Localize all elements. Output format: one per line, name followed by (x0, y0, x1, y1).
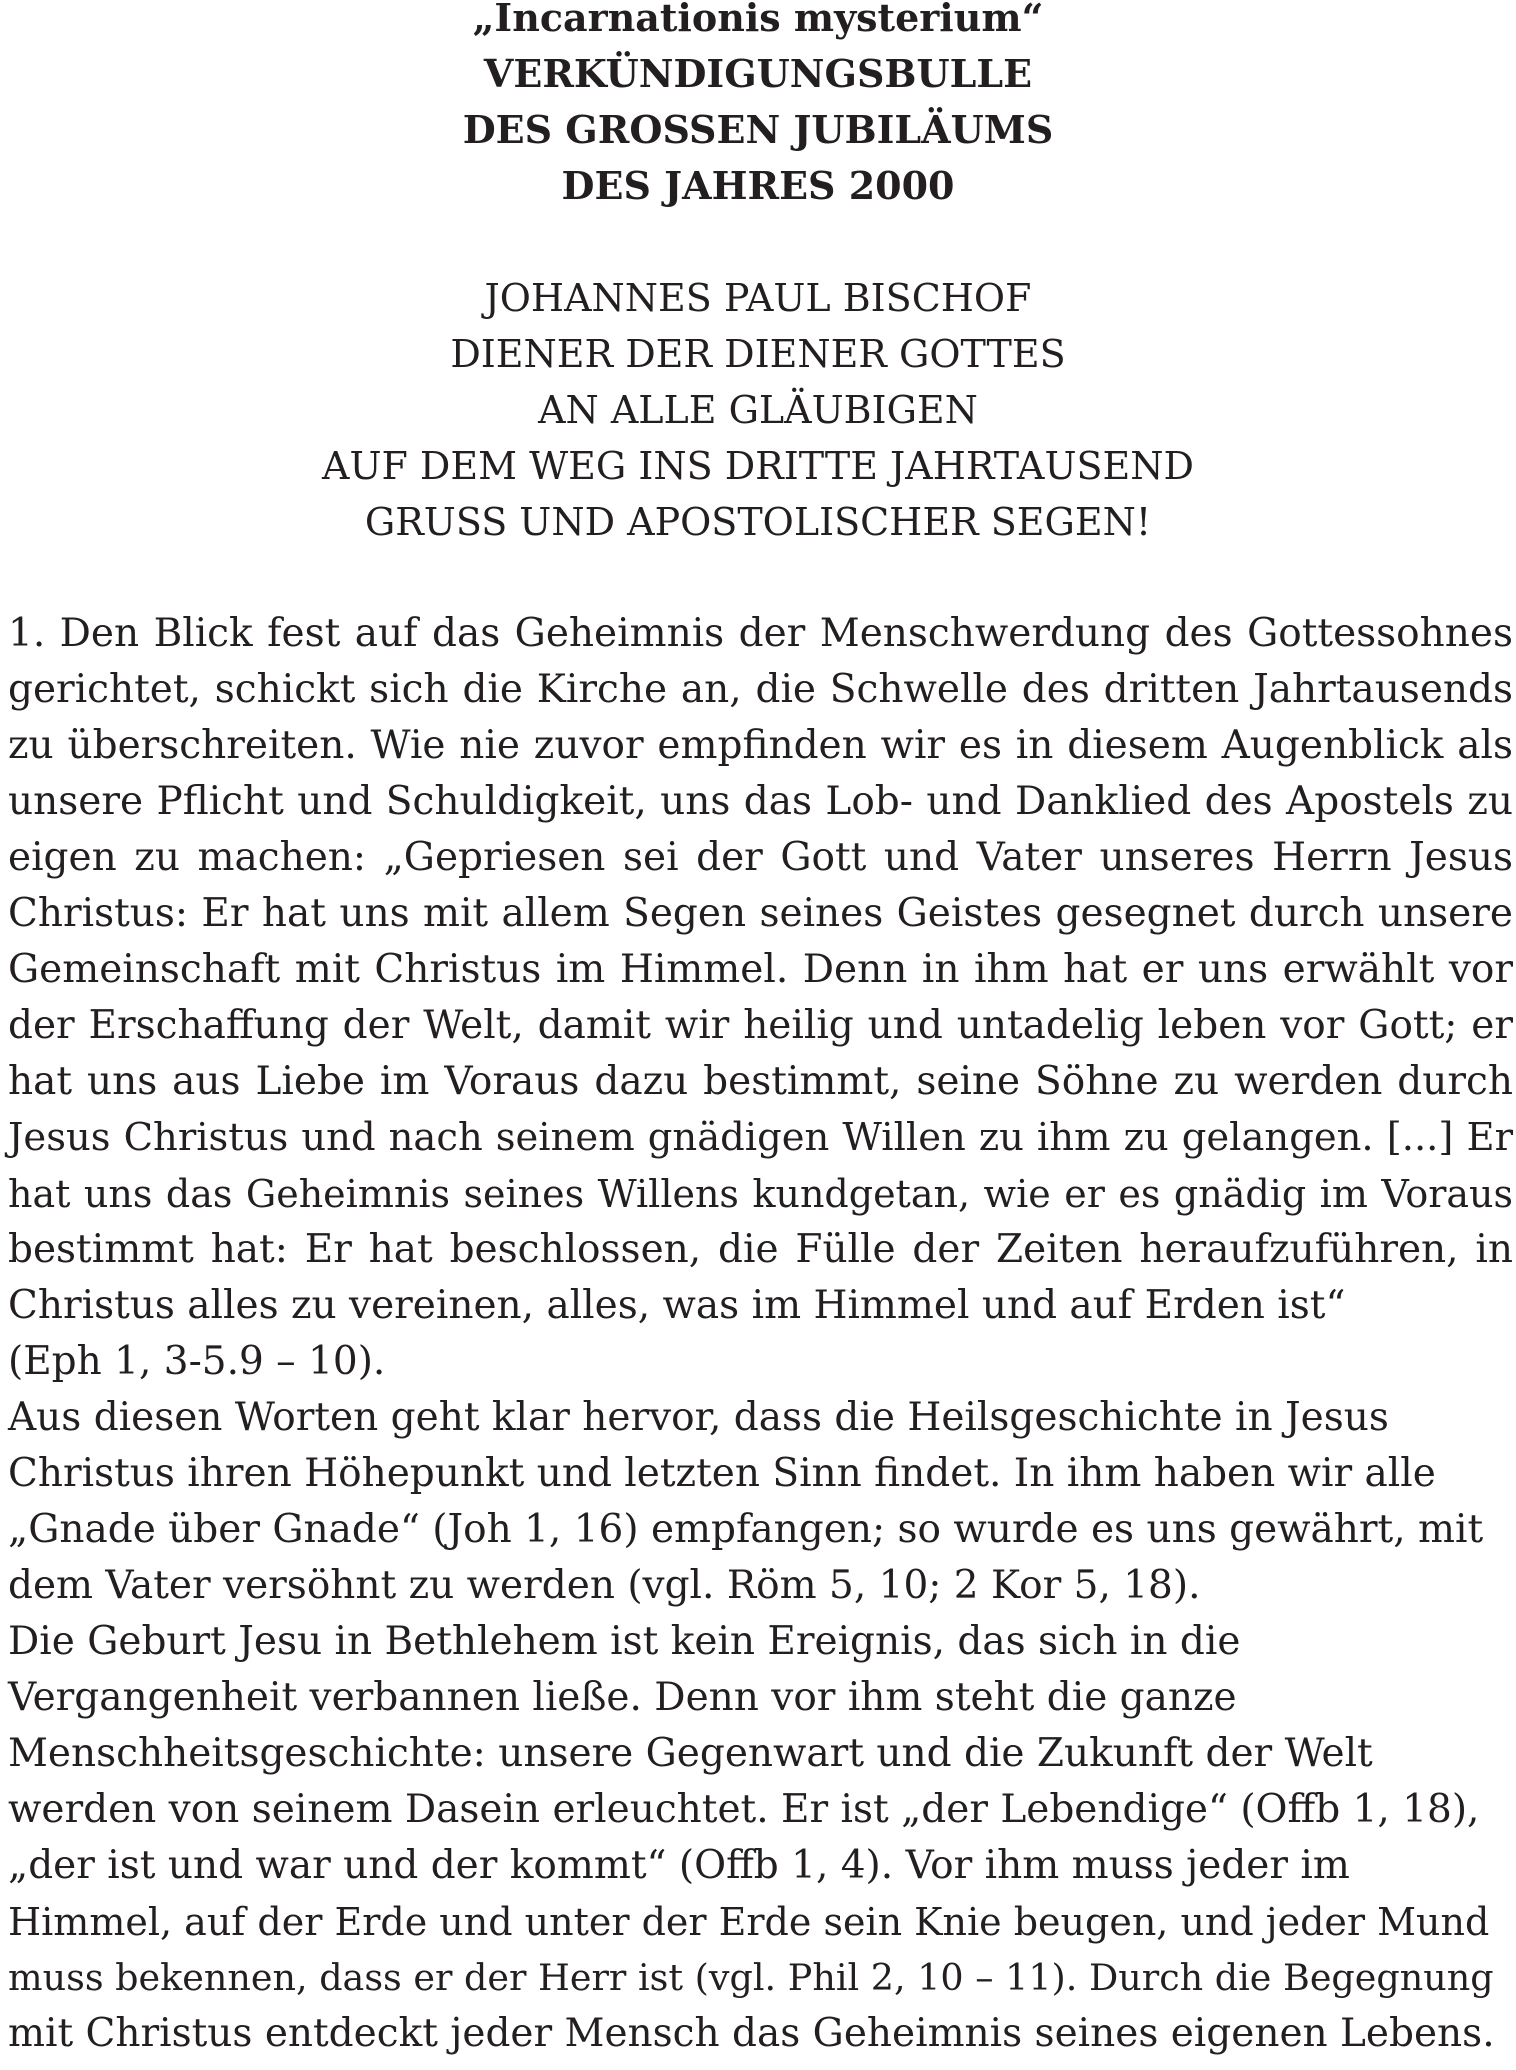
body-line: bestimmt hat: Er hat beschlossen, die Fülle der Zeiten heraufzuführen, in (8, 1227, 1513, 1272)
body-line: (Eph 1, 3-5.9 – 10). (8, 1339, 386, 1384)
body-line: Die Geburt Jesu in Bethlehem ist kein Ereignis, das sich in die (8, 1619, 1241, 1664)
body-line: Vergangenheit verbannen ließe. Denn vor ihm steht die ganze (8, 1675, 1237, 1720)
document-subtitle-jubilee: DES GROSSEN JUBILÄUMS (462, 107, 1054, 152)
body-line: „der ist und war und der kommt“ (Offb 1, 4). Vor ihm muss jeder im (8, 1843, 1350, 1888)
body-line: gerichtet, schickt sich die Kirche an, die Schwelle des dritten Jahrtausends (8, 667, 1513, 712)
address-line-author: JOHANNES PAUL BISCHOF (484, 276, 1032, 320)
address-line-greeting: GRUSS UND APOSTOLISCHER SEGEN! (364, 500, 1152, 544)
document-title: „Incarnationis mysterium“ (472, 0, 1044, 40)
body-line: hat uns das Geheimnis seines Willens kundgetan, wie er es gnädig im Voraus (8, 1172, 1513, 1216)
body-line: Menschheitsgeschichte: unsere Gegenwart und die Zukunft der Welt (8, 1731, 1373, 1776)
body-line: Gemeinschaft mit Christus im Himmel. Denn in ihm hat er uns erwählt vor (8, 947, 1513, 992)
body-line: Christus alles zu vereinen, alles, was im Himmel und auf Erden ist“ (8, 1283, 1346, 1328)
body-line: zu überschreiten. Wie nie zuvor empfinden wir es in diesem Augenblick als (8, 723, 1513, 768)
body-line: der Erschaffung der Welt, damit wir heilig und untadelig leben vor Gott; er (8, 1003, 1513, 1048)
address-line-millennium: AUF DEM WEG INS DRITTE JAHRTAUSEND (322, 444, 1194, 488)
body-line: Jesus Christus und nach seinem gnädigen Willen zu ihm zu gelangen. [...] Er (8, 1115, 1513, 1160)
body-line: eigen zu machen: „Gepriesen sei der Gott und Vater unseres Herrn Jesus (8, 835, 1513, 880)
document-subtitle-year: DES JAHRES 2000 (561, 163, 955, 208)
document-subtitle-bull: VERKÜNDIGUNGSBULLE (483, 51, 1033, 96)
address-line-servant: DIENER DER DIENER GOTTES (450, 332, 1066, 376)
body-line: Christus: Er hat uns mit allem Segen seines Geistes gesegnet durch unsere (8, 891, 1513, 936)
body-line: Himmel, auf der Erde und unter der Erde sein Knie beugen, und jeder Mund (8, 1900, 1490, 1944)
body-line: 1. Den Blick fest auf das Geheimnis der Menschwerdung des Gottessohnes (8, 611, 1513, 656)
body-line: muss bekennen, dass er der Herr ist (vgl. Phil 2, 10 – 11). Durch die Begegnung (8, 1956, 1494, 1999)
body-line: „Gnade über Gnade“ (Joh 1, 16) empfangen; so wurde es uns gewährt, mit (8, 1507, 1484, 1552)
body-line: hat uns aus Liebe im Voraus dazu bestimmt, seine Söhne zu werden durch (8, 1059, 1513, 1104)
body-line: werden von seinem Dasein erleuchtet. Er ist „der Lebendige“ (Offb 1, 18), (8, 1787, 1480, 1832)
body-line: Christus ihren Höhepunkt und letzten Sinn findet. In ihm haben wir alle (8, 1451, 1436, 1496)
body-line: mit Christus entdeckt jeder Mensch das Geheimnis seines eigenen Lebens. (8, 2011, 1495, 2056)
body-line: unsere Pflicht und Schuldigkeit, uns das Lob- und Danklied des Apostels zu (8, 779, 1513, 824)
address-line-faithful: AN ALLE GLÄUBIGEN (538, 388, 978, 432)
body-line: dem Vater versöhnt zu werden (vgl. Röm 5, 10; 2 Kor 5, 18). (8, 1563, 1201, 1608)
body-line: Aus diesen Worten geht klar hervor, dass die Heilsgeschichte in Jesus (8, 1395, 1389, 1440)
